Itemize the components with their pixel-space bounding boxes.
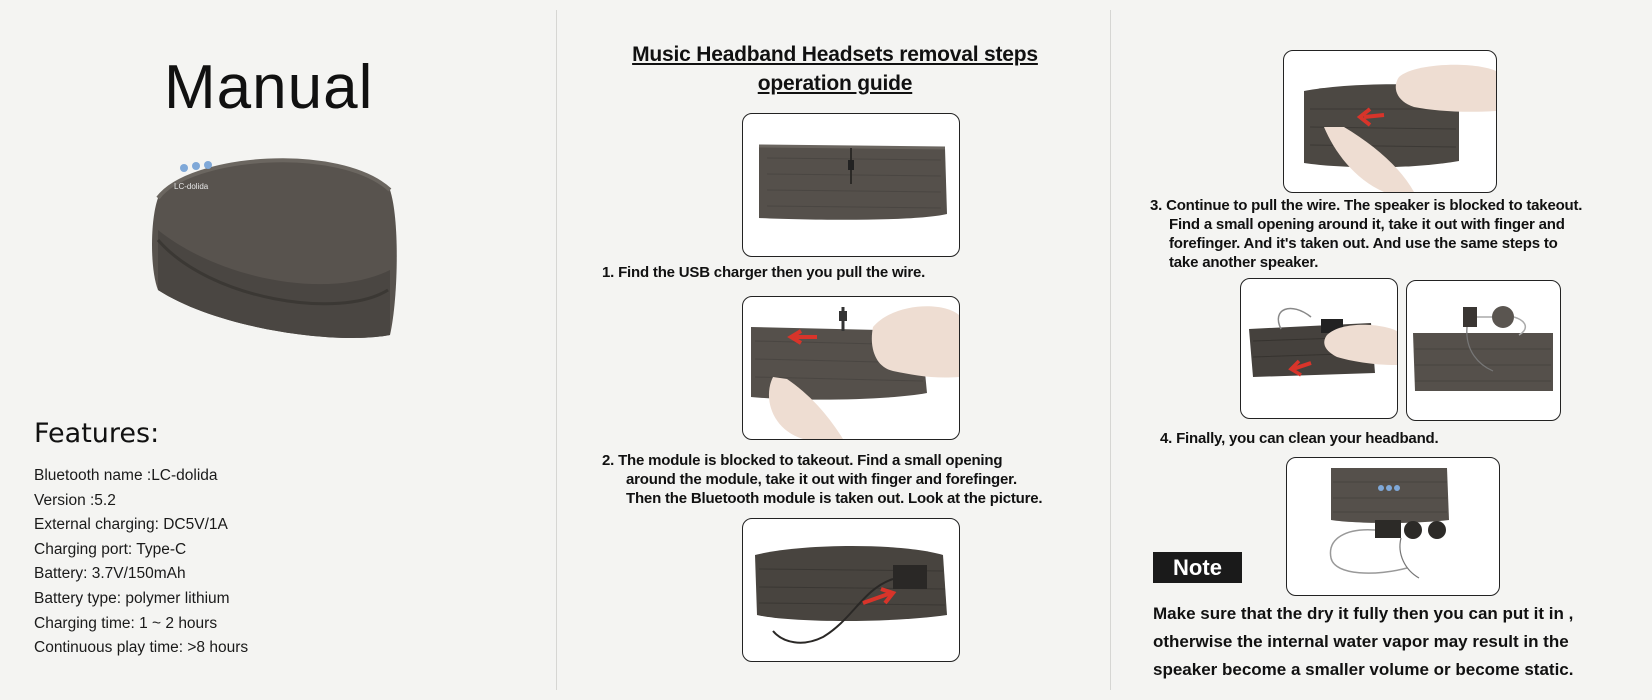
step3-line4: take another speaker. bbox=[1169, 254, 1319, 271]
feature-item: Bluetooth name :LC-dolida bbox=[34, 467, 218, 484]
step1-photo bbox=[742, 113, 960, 257]
note-badge: Note bbox=[1153, 552, 1242, 583]
step3-photo-b bbox=[1406, 280, 1561, 421]
step3-text bbox=[1150, 196, 1582, 272]
step3-line3: forefinger. And it's taken out. And use the same steps to bbox=[1169, 235, 1558, 252]
product-logo: LC-dolida bbox=[174, 182, 209, 191]
fold-line-left bbox=[556, 10, 557, 690]
manual-title: Manual bbox=[164, 53, 374, 122]
step3-line2: Find a small opening around it, take it out with finger and bbox=[1169, 216, 1565, 233]
step3-photo-a bbox=[1240, 278, 1398, 419]
step4-text: 4. Finally, you can clean your headband. bbox=[1160, 430, 1439, 447]
step2-line2: around the module, take it out with finger and forefinger. bbox=[626, 471, 1017, 488]
note-line3: speaker become a smaller volume or become static. bbox=[1153, 660, 1574, 679]
note-line2: otherwise the internal water vapor may result in the bbox=[1153, 632, 1569, 651]
feature-item: Battery type: polymer lithium bbox=[34, 589, 230, 607]
note-line1: Make sure that the dry it fully then you can put it in , bbox=[1153, 604, 1574, 623]
step3-line1: 3. Continue to pull the wire. The speaker is blocked to takeout. bbox=[1150, 197, 1583, 214]
feature-item: Charging port: Type-C bbox=[34, 540, 187, 558]
step2-line3: Then the Bluetooth module is taken out. Look at the picture. bbox=[626, 490, 1043, 507]
step3-photo bbox=[1283, 50, 1497, 193]
features-heading: Features: bbox=[34, 418, 160, 449]
guide-title bbox=[575, 40, 1095, 98]
feature-item: External charging: DC5V/1A bbox=[34, 516, 228, 534]
product-photo bbox=[150, 150, 400, 360]
step2-text bbox=[602, 451, 1042, 508]
fold-line-right bbox=[1110, 10, 1111, 690]
step4-photo bbox=[1286, 457, 1500, 596]
step2-photo bbox=[742, 296, 960, 440]
feature-item: Version :5.2 bbox=[34, 491, 116, 509]
features-list bbox=[34, 464, 248, 661]
guide-title-line1: Music Headband Headsets removal steps bbox=[632, 43, 1038, 66]
feature-item: Battery: 3.7V/150mAh bbox=[34, 565, 186, 583]
guide-title-line2: operation guide bbox=[757, 72, 913, 95]
note-text bbox=[1153, 600, 1623, 684]
step2-line1: 2. The module is blocked to takeout. Find a small opening bbox=[602, 452, 1003, 469]
step2-result-photo bbox=[742, 518, 960, 662]
feature-item: Continuous play time: >8 hours bbox=[34, 639, 249, 657]
feature-item: Charging time: 1 ~ 2 hours bbox=[34, 614, 218, 632]
step1-text: 1. Find the USB charger then you pull the wire. bbox=[602, 264, 926, 281]
